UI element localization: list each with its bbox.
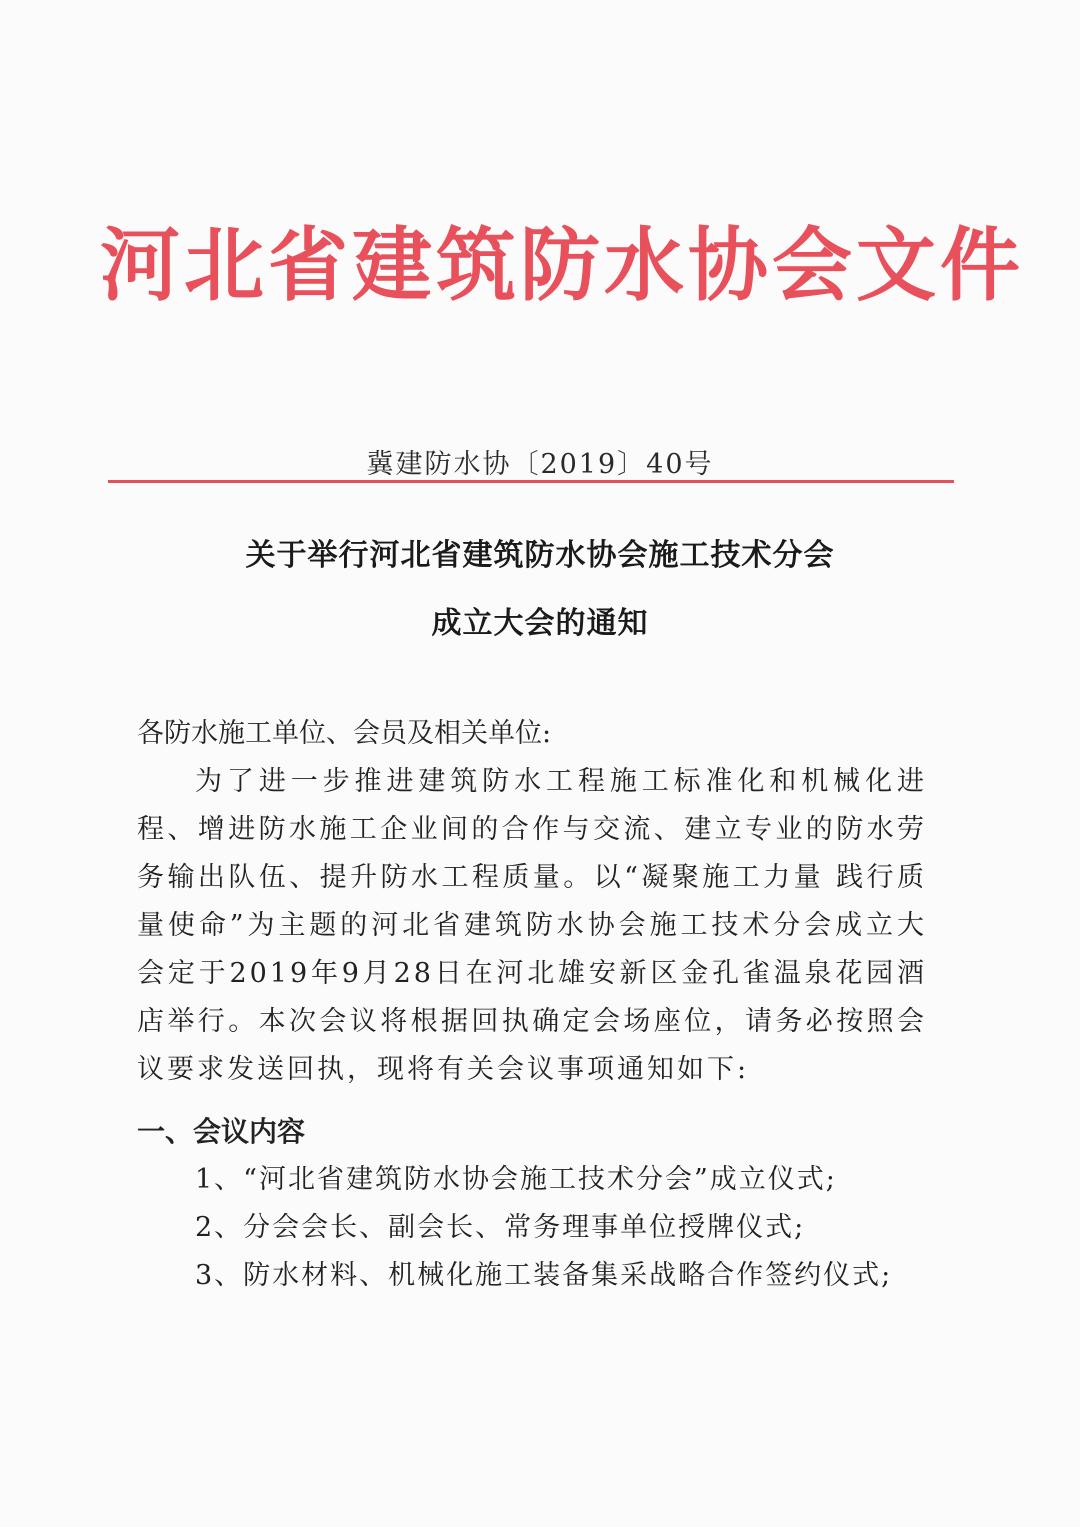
body-paragraph: 为了进一步推进建筑防水工程施工标准化和机械化进程、增进防水施工企业间的合作与交流、建立专业的防水劳务输出队伍、提升防水工程质量。以“凝聚施工力量 践行质量使命”为主题的河北省建筑防水协会施工技术分会成立大会定于2019年9月28日在河北雄安新区金孔雀温泉花园酒店举行。本次会议将根据回执确定会场座位，请务必按照会议要求发送回执，现将有关会议事项通知如下: xyxy=(137,766,927,1085)
document-number: 冀建防水协〔2019〕40号 xyxy=(366,449,714,480)
red-divider-line xyxy=(108,480,954,483)
agenda-item: 1、“河北省建筑防水协会施工技术分会”成立仪式; xyxy=(195,1164,837,1195)
section-heading-meeting-content: 一、会议内容 xyxy=(137,1115,306,1148)
agenda-item: 3、防水材料、机械化施工装备集采战略合作签约仪式; xyxy=(195,1260,893,1291)
letterhead-title: 河北省建筑防水协会文件 xyxy=(100,219,1024,312)
agenda-item: 2、分会会长、副会长、常务理事单位授牌仪式; xyxy=(195,1212,806,1243)
notice-title-line-2: 成立大会的通知 xyxy=(431,606,649,641)
agenda-list xyxy=(195,1156,955,1300)
notice-title-line-1: 关于举行河北省建筑防水协会施工技术分会 xyxy=(245,538,835,573)
salutation: 各防水施工单位、会员及相关单位: xyxy=(137,718,552,749)
